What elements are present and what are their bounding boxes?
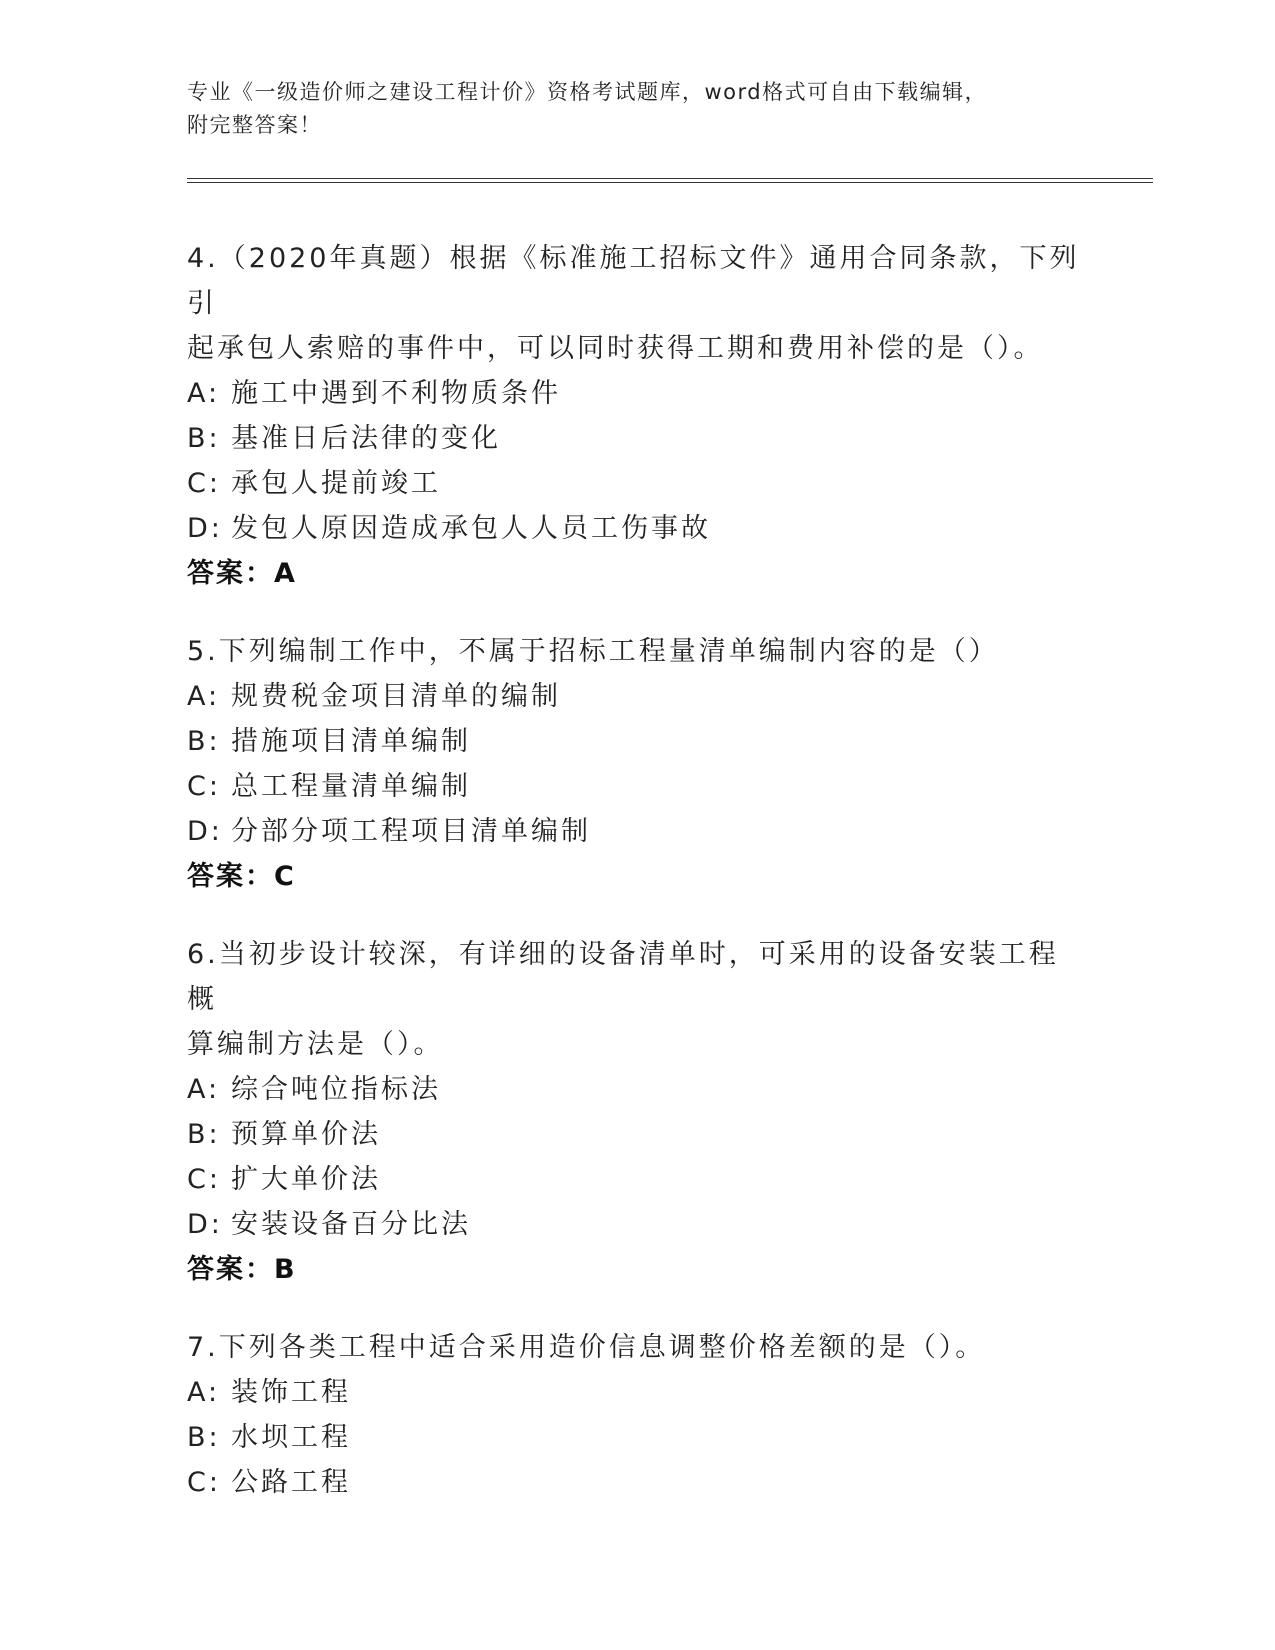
option-d <box>187 1202 1087 1247</box>
option-key: A: <box>187 1074 221 1105</box>
option-text: 基准日后法律的变化 <box>231 423 501 454</box>
question-4 <box>187 236 1087 596</box>
option-text: 发包人原因造成承包人人员工伤事故 <box>231 513 711 544</box>
option-text: 预算单价法 <box>231 1119 381 1150</box>
question-6 <box>187 932 1087 1292</box>
option-b <box>187 1415 1087 1460</box>
option-key: C: <box>187 1164 221 1195</box>
header-divider-bottom <box>187 182 1153 183</box>
option-key: C: <box>187 468 221 499</box>
header-line-1: 专业《一级造价师之建设工程计价》资格考试题库，word格式可自由下载编辑， <box>187 80 988 104</box>
option-c <box>187 461 1087 506</box>
question-stem-line: 7.下列各类工程中适合采用造价信息调整价格差额的是（）。 <box>187 1332 986 1363</box>
option-a <box>187 1370 1087 1415</box>
document-header <box>187 76 1057 142</box>
question-list <box>187 236 1087 1538</box>
option-c <box>187 1157 1087 1202</box>
option-key: A: <box>187 681 221 712</box>
option-d <box>187 506 1087 551</box>
question-stem-line: 4.（2020年真题）根据《标准施工招标文件》通用合同条款，下列引 <box>187 243 1080 319</box>
question-7 <box>187 1325 1087 1505</box>
option-text: 扩大单价法 <box>231 1164 381 1195</box>
option-text: 水坝工程 <box>231 1422 351 1453</box>
option-text: 措施项目清单编制 <box>231 726 471 757</box>
option-c <box>187 1460 1087 1505</box>
option-d <box>187 809 1087 854</box>
option-key: B: <box>187 423 221 454</box>
question-stem-line: 6.当初步设计较深，有详细的设备清单时，可采用的设备安装工程概 <box>187 939 1059 1015</box>
option-b <box>187 719 1087 764</box>
answer-line: 答案：B <box>187 1254 297 1285</box>
option-text: 分部分项工程项目清单编制 <box>231 816 591 847</box>
option-text: 安装设备百分比法 <box>231 1209 471 1240</box>
header-divider-top <box>187 178 1153 179</box>
header-line-2: 附完整答案！ <box>187 113 322 137</box>
option-key: C: <box>187 1467 221 1498</box>
option-text: 承包人提前竣工 <box>231 468 441 499</box>
question-stem-line: 算编制方法是（）。 <box>187 1029 444 1060</box>
option-key: D: <box>187 816 223 847</box>
option-text: 综合吨位指标法 <box>231 1074 441 1105</box>
option-text: 总工程量清单编制 <box>231 771 471 802</box>
question-5 <box>187 629 1087 899</box>
option-key: C: <box>187 771 221 802</box>
option-b <box>187 1112 1087 1157</box>
option-a <box>187 371 1087 416</box>
option-key: A: <box>187 378 221 409</box>
question-stem-line: 起承包人索赔的事件中，可以同时获得工期和费用补偿的是（）。 <box>187 333 1044 364</box>
option-key: B: <box>187 726 221 757</box>
option-text: 公路工程 <box>231 1467 351 1498</box>
answer-line: 答案：C <box>187 861 296 892</box>
option-a <box>187 674 1087 719</box>
option-key: B: <box>187 1422 221 1453</box>
answer-line: 答案：A <box>187 558 297 589</box>
option-key: A: <box>187 1377 221 1408</box>
option-a <box>187 1067 1087 1112</box>
option-text: 施工中遇到不利物质条件 <box>231 378 561 409</box>
option-text: 规费税金项目清单的编制 <box>231 681 561 712</box>
option-text: 装饰工程 <box>231 1377 351 1408</box>
question-stem-line: 5.下列编制工作中，不属于招标工程量清单编制内容的是（） <box>187 636 999 667</box>
option-key: D: <box>187 513 223 544</box>
option-c <box>187 764 1087 809</box>
option-key: B: <box>187 1119 221 1150</box>
option-key: D: <box>187 1209 223 1240</box>
option-b <box>187 416 1087 461</box>
